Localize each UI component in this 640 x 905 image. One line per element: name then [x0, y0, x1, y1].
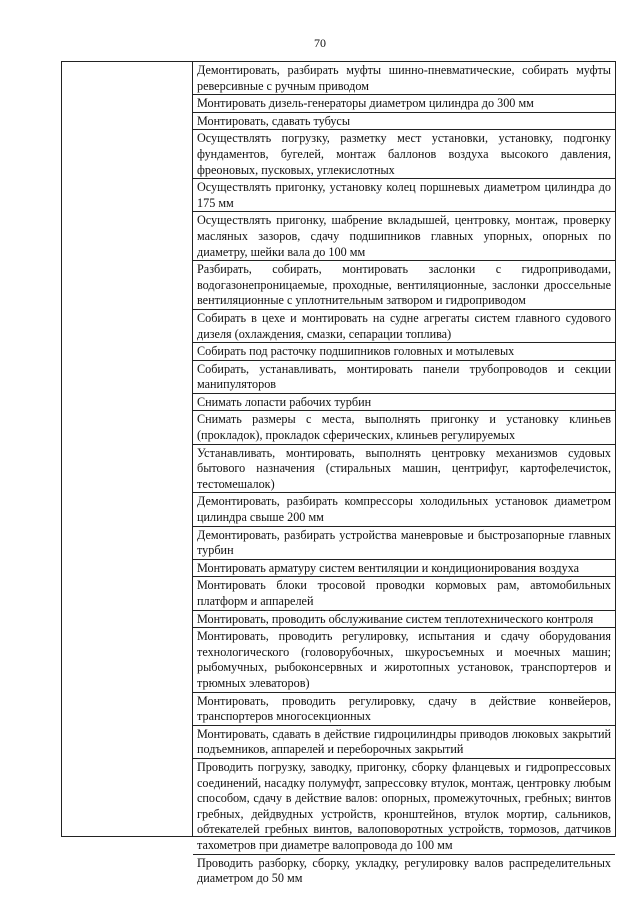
work-table: [61, 61, 616, 886]
table-row: Собирать, устанавливать, монтировать панели трубопроводов и секции манипуляторов: [193, 361, 615, 394]
table-row: Монтировать, проводить регулировку, сдачу в действие конвейеров, транспортеров многосекционных: [193, 693, 615, 726]
table-row: Демонтировать, разбирать устройства маневровые и быстрозапорные главных турбин: [193, 527, 615, 560]
table-row: Монтировать дизель-генераторы диаметром цилиндра до 300 мм: [193, 95, 615, 113]
table-row: Снимать размеры с места, выполнять пригонку и установку клиньев (прокладок), прокладок сферических, клиньев регулируемых: [193, 411, 615, 444]
table-row: Устанавливать, монтировать, выполнять центровку механизмов судовых бытового назначения (стиральных машин, центрифуг, картофелечисток, тестомешалок): [193, 445, 615, 494]
table-row: Разбирать, собирать, монтировать заслонки с гидроприводами, водогазонепроницаемые, проходные, вентиляционные, заслонки дроссельные вентиляционные с уплотнительным затвором и гидроприводом: [193, 261, 615, 310]
table-row: Собирать в цехе и монтировать на судне агрегаты систем главного судового дизеля (охлаждения, смазки, сепарации топлива): [193, 310, 615, 343]
table-row: Монтировать, проводить обслуживание систем теплотехнического контроля: [193, 611, 615, 629]
table-row: Собирать под расточку подшипников головных и мотылевых: [193, 343, 615, 361]
table-row: Демонтировать, разбирать муфты шинно-пневматические, собирать муфты реверсивные с ручным приводом: [193, 62, 615, 95]
page-number: 70: [314, 36, 326, 50]
work-list: [193, 62, 615, 887]
table-row: Проводить погрузку, заводку, пригонку, сборку фланцевых и гидропрессовых соединений, насадку полумуфт, запрессовку втулок, монтаж, центровку любым способом, сдачу в действие валов: опорных, промежуточных, гребных; винтов гребных, дейдвудных устройств, кронштейнов, втулок мортир, сальников, обтекателей гребных винтов, валоповоротных устройств, тормозов, датчиков тахометров при диаметре валопровода до 100 мм: [193, 759, 615, 855]
table-row: Демонтировать, разбирать компрессоры холодильных установок диаметром цилиндра свыше 200 мм: [193, 493, 615, 526]
table-row: Осуществлять пригонку, установку колец поршневых диаметром цилиндра до 175 мм: [193, 179, 615, 212]
table-row: Монтировать, сдавать тубусы: [193, 113, 615, 131]
table-row: Монтировать, сдавать в действие гидроцилиндры приводов люковых закрытий подъемников, аппарелей и переборочных закрытий: [193, 726, 615, 759]
table-row: Проводить разборку, сборку, укладку, регулировку валов распределительных диаметром до 50 мм: [197, 855, 611, 886]
table-row: Монтировать арматуру систем вентиляции и кондиционирования воздуха: [193, 560, 615, 578]
table-row: Осуществлять погрузку, разметку мест установки, установку, подгонку фундаментов, бугелей, монтаж баллонов воздуха высокого давления, фреоновых, пусковых, углекислотных: [193, 130, 615, 179]
table-row: Монтировать, проводить регулировку, испытания и сдачу оборудования технологического (головорубочных, шкуросъемных и моечных машин; рыбомучных, рыбоконсервных и жиротопных установок, транспортеров и трюмных элеваторов): [193, 628, 615, 692]
table-row: Монтировать блоки тросовой проводки кормовых рам, автомобильных платформ и аппарелей: [193, 577, 615, 610]
empty-left-column: [62, 62, 193, 836]
table-row: Снимать лопасти рабочих турбин: [193, 394, 615, 412]
table-row: Осуществлять пригонку, шабрение вкладышей, центровку, монтаж, проверку масляных зазоров, сдачу подшипников главных упорных, опорных по диаметру, шейки вала до 100 мм: [193, 212, 615, 261]
